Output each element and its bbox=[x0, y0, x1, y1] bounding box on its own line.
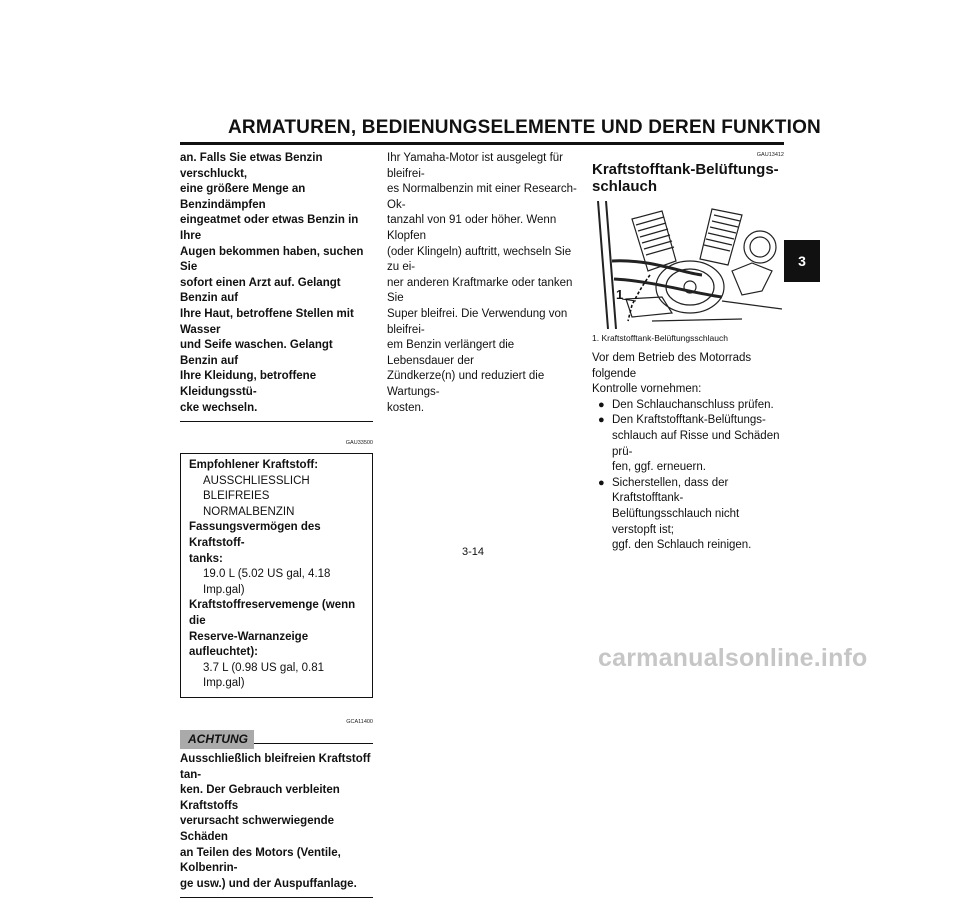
fuel-label: Empfohlener Kraftstoff: bbox=[189, 459, 319, 472]
bullet-icon: ● bbox=[598, 414, 605, 427]
caution-line: an Teilen des Motors (Ventile, Kolbenrin- bbox=[180, 846, 341, 875]
bullet-icon: ● bbox=[598, 398, 605, 411]
section-code: GAU13412 bbox=[756, 152, 784, 158]
spec-code: GAU33500 bbox=[345, 440, 373, 447]
fuel-spec-box bbox=[180, 453, 373, 698]
body-line: kosten. bbox=[387, 401, 425, 414]
watermark-link[interactable]: carmanualsonline.info bbox=[598, 644, 868, 672]
intro-text bbox=[592, 351, 784, 398]
caution-line: ge usw.) und der Auspuffanlage. bbox=[180, 877, 357, 890]
caution-heading-rule bbox=[254, 743, 373, 744]
capacity-label: Fassungsvermögen des Kraftstoff- bbox=[189, 521, 321, 550]
body-line: (oder Klingeln) auftritt, wechseln Sie zu ei- bbox=[387, 245, 572, 274]
body-line: Zündkerze(n) und reduziert die Wartungs- bbox=[387, 370, 545, 398]
chapter-tab[interactable]: 3 bbox=[784, 240, 820, 282]
list-item-line: Sicherstellen, dass der Kraftstofftank- bbox=[612, 476, 729, 505]
caution-heading bbox=[180, 730, 373, 749]
list-item bbox=[592, 398, 784, 414]
intro-line: Vor dem Betrieb des Motorrads folgende bbox=[592, 352, 752, 380]
header-rule bbox=[180, 142, 784, 145]
warning-line: sofort einen Arzt auf. Gelangt Benzin auf bbox=[180, 276, 341, 305]
list-item-line: ggf. den Schlauch reinigen. bbox=[612, 539, 752, 552]
section-title-line: Kraftstofftank-Belüftungs- bbox=[592, 161, 779, 178]
list-item-line: fen, ggf. erneuern. bbox=[612, 461, 706, 474]
list-item-line: Den Kraftstofftank-Belüftungs- bbox=[612, 414, 766, 427]
warning-bottom-rule bbox=[180, 421, 373, 422]
page-number: 3-14 bbox=[462, 546, 485, 558]
section-title-line: schlauch bbox=[592, 178, 658, 195]
warning-line: Ihre Haut, betroffene Stellen mit Wasser bbox=[180, 307, 354, 336]
caution-text bbox=[180, 752, 373, 892]
list-item-line: Den Schlauchanschluss prüfen. bbox=[612, 398, 774, 411]
section-title bbox=[592, 161, 784, 195]
body-line: ner anderen Kraftmarke oder tanken Sie bbox=[387, 276, 573, 305]
figure-caption: 1. Kraftstofftank-Belüftungsschlauch bbox=[592, 333, 728, 343]
body-line: Ihr Yamaha-Motor ist ausgelegt für bleifrei- bbox=[387, 152, 563, 180]
fuel-value: NORMALBENZIN bbox=[203, 505, 295, 518]
caution-label: ACHTUNG bbox=[180, 730, 254, 749]
warning-line: und Seife waschen. Gelangt Benzin auf bbox=[180, 339, 333, 367]
page-header-title: ARMATUREN, BEDIENUNGSELEMENTE UND DEREN FUNKTION bbox=[228, 117, 821, 138]
reserve-label: Kraftstoffreservemenge (wenn die bbox=[189, 599, 356, 628]
reserve-value: 3.7 L (0.98 US gal, 0.81 Imp.gal) bbox=[203, 661, 325, 690]
capacity-label: tanks: bbox=[189, 552, 223, 565]
capacity-value: 19.0 L (5.02 US gal, 4.18 Imp.gal) bbox=[203, 568, 331, 596]
bullet-icon: ● bbox=[598, 476, 605, 489]
caution-line: ken. Der Gebrauch verbleiten Kraftstoffs bbox=[180, 784, 340, 812]
body-line: em Benzin verlängert die Lebensdauer der bbox=[387, 339, 515, 367]
caution-code: GCA11400 bbox=[346, 719, 373, 725]
reserve-label: Reserve-Warnanzeige aufleuchtet): bbox=[189, 630, 309, 659]
list-item bbox=[592, 476, 784, 554]
warning-line: eine größere Menge an Benzindämpfen bbox=[180, 183, 306, 211]
body-line: Super bleifrei. Die Verwendung von bleifrei- bbox=[387, 307, 568, 336]
list-item bbox=[592, 413, 784, 475]
warning-line: Ihre Kleidung, betroffene Kleidungsstü- bbox=[180, 370, 317, 398]
caution-line: Ausschließlich bleifreien Kraftstoff tan- bbox=[180, 753, 371, 781]
list-item-line: schlauch auf Risse und Schäden prü- bbox=[612, 429, 780, 458]
warning-line: eingeatmet oder etwas Benzin in Ihre bbox=[180, 214, 359, 242]
list-item-line: Belüftungsschlauch nicht verstopft ist; bbox=[612, 507, 740, 536]
column-left bbox=[180, 151, 373, 898]
fuel-value: AUSSCHLIESSLICH BLEIFREIES bbox=[203, 474, 310, 503]
intro-line: Kontrolle vornehmen: bbox=[592, 383, 702, 396]
column-middle bbox=[387, 151, 581, 416]
check-list bbox=[592, 398, 784, 554]
caution-line: verursacht schwerwiegende Schäden bbox=[180, 815, 335, 843]
engine-illustration bbox=[592, 201, 782, 329]
warning-line: Augen bekommen haben, suchen Sie bbox=[180, 245, 364, 274]
column-right bbox=[592, 151, 784, 554]
engine-illustration-svg bbox=[592, 201, 782, 329]
body-line: es Normalbenzin mit einer Research-Ok- bbox=[387, 183, 577, 211]
body-line: tanzahl von 91 oder höher. Wenn Klopfen bbox=[387, 214, 557, 242]
figure-callout-number: 1 bbox=[616, 287, 624, 302]
warning-line: an. Falls Sie etwas Benzin verschluckt, bbox=[180, 152, 323, 180]
warning-text bbox=[180, 151, 373, 416]
warning-line: cke wechseln. bbox=[180, 401, 258, 414]
